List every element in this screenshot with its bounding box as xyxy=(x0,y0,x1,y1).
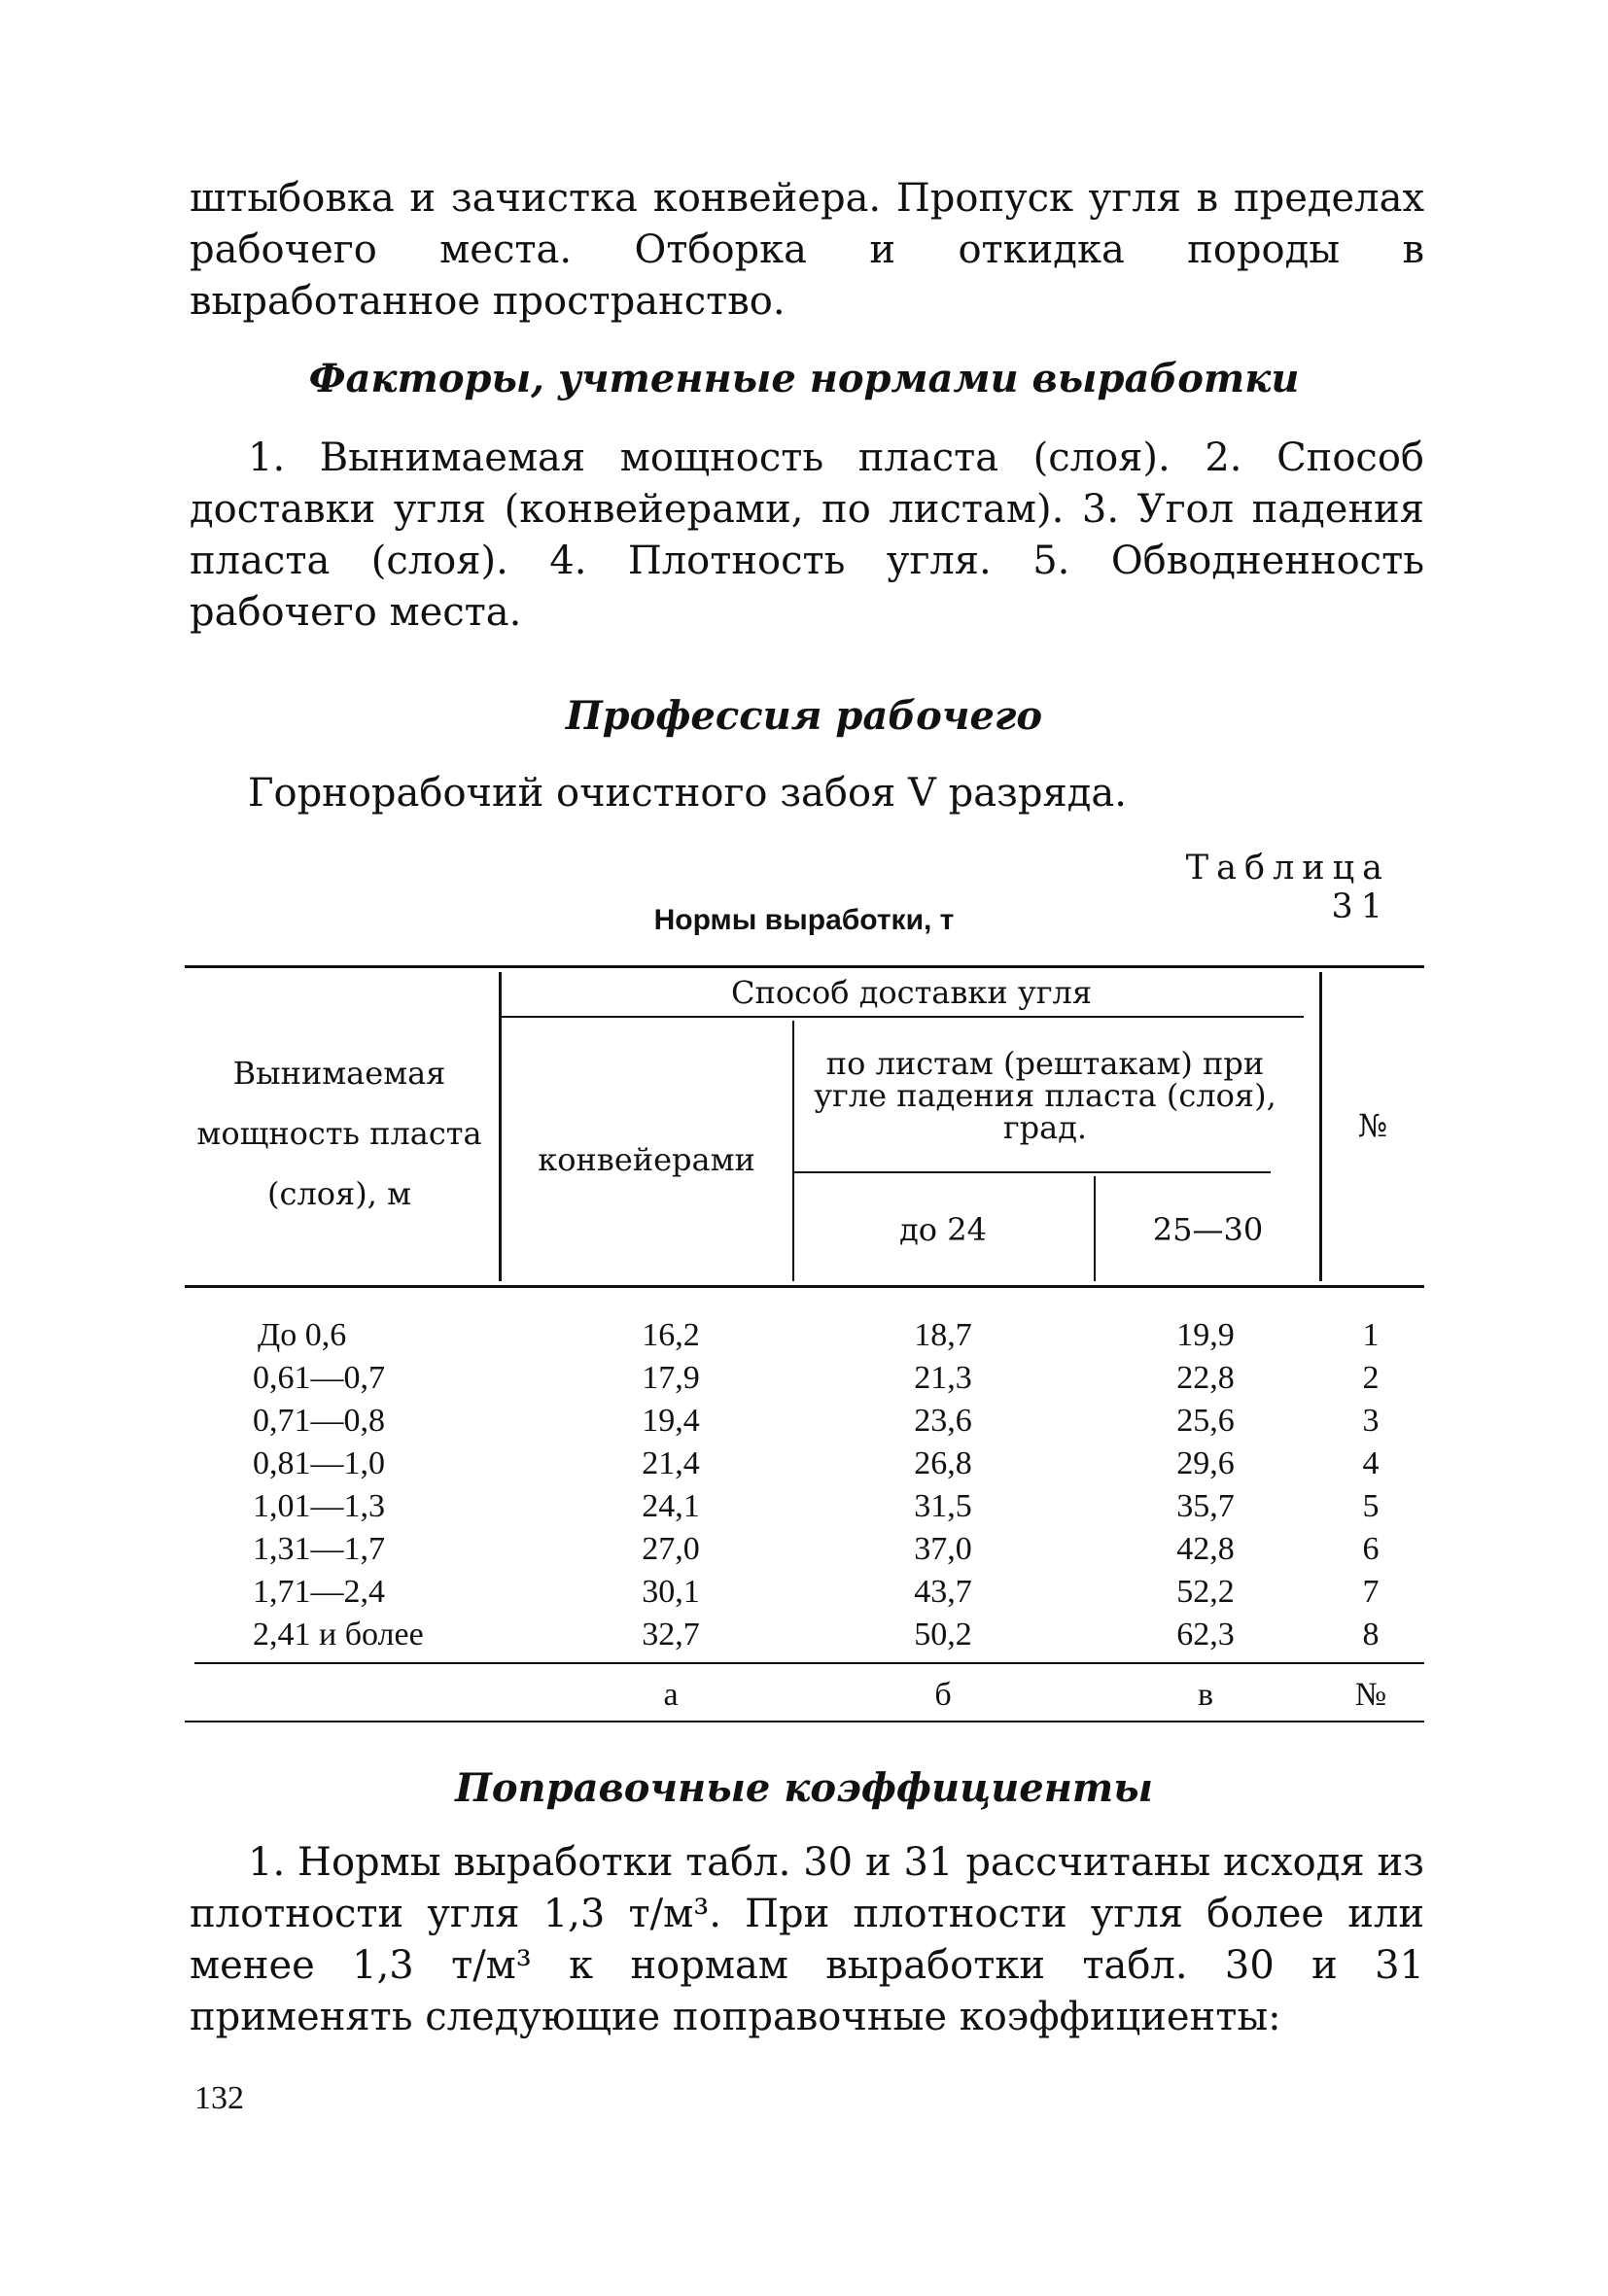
cell-thickness: 1,71—2,4 xyxy=(253,1574,385,1610)
cell-angle-low: 18,7 xyxy=(914,1317,972,1353)
cell-number: 1 xyxy=(1362,1317,1380,1353)
cell-number: 7 xyxy=(1362,1574,1380,1610)
table-row xyxy=(0,1485,1608,1528)
cell-angle-high: 52,2 xyxy=(1176,1574,1235,1610)
table-title: Нормы выработки, т xyxy=(653,904,955,936)
cell-conveyor: 32,7 xyxy=(642,1617,700,1652)
cell-number: 6 xyxy=(1362,1531,1380,1567)
cell-angle-low: 50,2 xyxy=(914,1617,972,1652)
cell-angle-high: 42,8 xyxy=(1176,1531,1235,1567)
coefficients-heading: Поправочные коэффициенты xyxy=(455,1765,1153,1811)
cell-thickness: 2,41 и более xyxy=(253,1617,424,1652)
cell-angle-high: 25,6 xyxy=(1176,1403,1235,1439)
table-row xyxy=(0,1528,1608,1571)
angle-subrule xyxy=(794,1171,1271,1173)
cell-angle-low: 21,3 xyxy=(914,1360,972,1396)
cell-angle-low: 31,5 xyxy=(914,1488,972,1524)
cell-conveyor: 24,1 xyxy=(642,1488,700,1524)
footer-col-a: а xyxy=(663,1677,679,1713)
table-vline-4 xyxy=(1094,1176,1096,1281)
table-vline-2 xyxy=(1319,972,1322,1281)
footer-rule xyxy=(185,1721,1424,1722)
coefficients-text: 1. Нормы выработки табл. 30 и 31 рассчитаны исходя из плотности угля 1,3 т/м³. При плотности угля более или менее 1,3 т/м³ к нормам выработки табл. 30 и 31 применять следующие поправочные коэффициенты: xyxy=(190,1840,1424,2039)
table-label: Таблица 31 xyxy=(1185,849,1390,926)
table-row xyxy=(0,1357,1608,1400)
cell-thickness: 0,71—0,8 xyxy=(253,1403,385,1439)
cell-conveyor: 19,4 xyxy=(642,1403,700,1439)
table-row xyxy=(0,1614,1608,1656)
header-angle-high: 25—30 xyxy=(1152,1211,1264,1248)
cell-thickness: До 0,6 xyxy=(258,1317,347,1353)
cell-number: 8 xyxy=(1362,1617,1380,1652)
cell-angle-high: 19,9 xyxy=(1176,1317,1235,1353)
cell-angle-high: 22,8 xyxy=(1176,1360,1235,1396)
header-sheets: по листам (рештакам) при угле падения пласта (слоя), град. xyxy=(814,1045,1276,1146)
cell-angle-low: 26,8 xyxy=(914,1445,972,1481)
table-footer-row xyxy=(0,1674,1608,1717)
cell-thickness: 0,81—1,0 xyxy=(253,1445,385,1481)
profession-heading: Профессия рабочего xyxy=(565,693,1043,739)
header-angle-low: до 24 xyxy=(899,1211,987,1248)
table-row xyxy=(0,1314,1608,1357)
cell-number: 5 xyxy=(1362,1488,1380,1524)
footer-col-c: в xyxy=(1197,1677,1214,1713)
cell-thickness: 1,01—1,3 xyxy=(253,1488,385,1524)
profession-text: Горнорабочий очистного забоя V разряда. xyxy=(248,771,1127,816)
cell-thickness: 0,61—0,7 xyxy=(253,1360,385,1396)
table-bottom-rule xyxy=(194,1662,1424,1664)
cell-angle-high: 29,6 xyxy=(1176,1445,1235,1481)
cell-conveyor: 30,1 xyxy=(642,1574,700,1610)
table-row xyxy=(0,1400,1608,1443)
cell-angle-high: 62,3 xyxy=(1176,1617,1235,1652)
table-top-rule xyxy=(185,965,1424,968)
cell-number: 2 xyxy=(1362,1360,1380,1396)
page-number: 132 xyxy=(194,2080,244,2116)
header-delivery-method: Способ доставки угля xyxy=(731,974,1092,1011)
header-conveyor: конвейерами xyxy=(538,1141,755,1178)
factors-heading: Факторы, учтенные нормами выработки xyxy=(308,356,1300,401)
cell-angle-low: 23,6 xyxy=(914,1403,972,1439)
cell-angle-high: 35,7 xyxy=(1176,1488,1235,1524)
cell-conveyor: 27,0 xyxy=(642,1531,700,1567)
footer-col-n: № xyxy=(1354,1677,1387,1713)
factors-text: 1. Вынимаемая мощность пласта (слоя). 2. Способ доставки угля (конвейерами, по листам). 3. Угол падения пласта (слоя). 4. Плотность угля. 5. Обводненность рабочего места. xyxy=(190,435,1424,635)
table-vline-3 xyxy=(792,1021,794,1281)
cell-angle-low: 37,0 xyxy=(914,1531,972,1567)
table-vline-1 xyxy=(499,972,502,1281)
cell-thickness: 1,31—1,7 xyxy=(253,1531,385,1567)
intro-paragraph: штыбовка и зачистка конвейера. Пропуск угля в пределах рабочего места. Отборка и откидка породы в выработанное пространство. xyxy=(190,176,1424,324)
table-row xyxy=(0,1443,1608,1485)
cell-conveyor: 16,2 xyxy=(642,1317,700,1353)
cell-number: 3 xyxy=(1362,1403,1380,1439)
table-header-rule xyxy=(185,1285,1424,1288)
cell-angle-low: 43,7 xyxy=(914,1574,972,1610)
cell-conveyor: 17,9 xyxy=(642,1360,700,1396)
table-row xyxy=(0,1571,1608,1614)
header-thickness: Вынимаемая мощность пласта (слоя), м xyxy=(196,1055,482,1212)
cell-conveyor: 21,4 xyxy=(642,1445,700,1481)
delivery-subrule xyxy=(502,1016,1304,1018)
footer-col-b: б xyxy=(934,1677,952,1713)
cell-number: 4 xyxy=(1362,1445,1380,1481)
header-number: № xyxy=(1357,1107,1388,1144)
